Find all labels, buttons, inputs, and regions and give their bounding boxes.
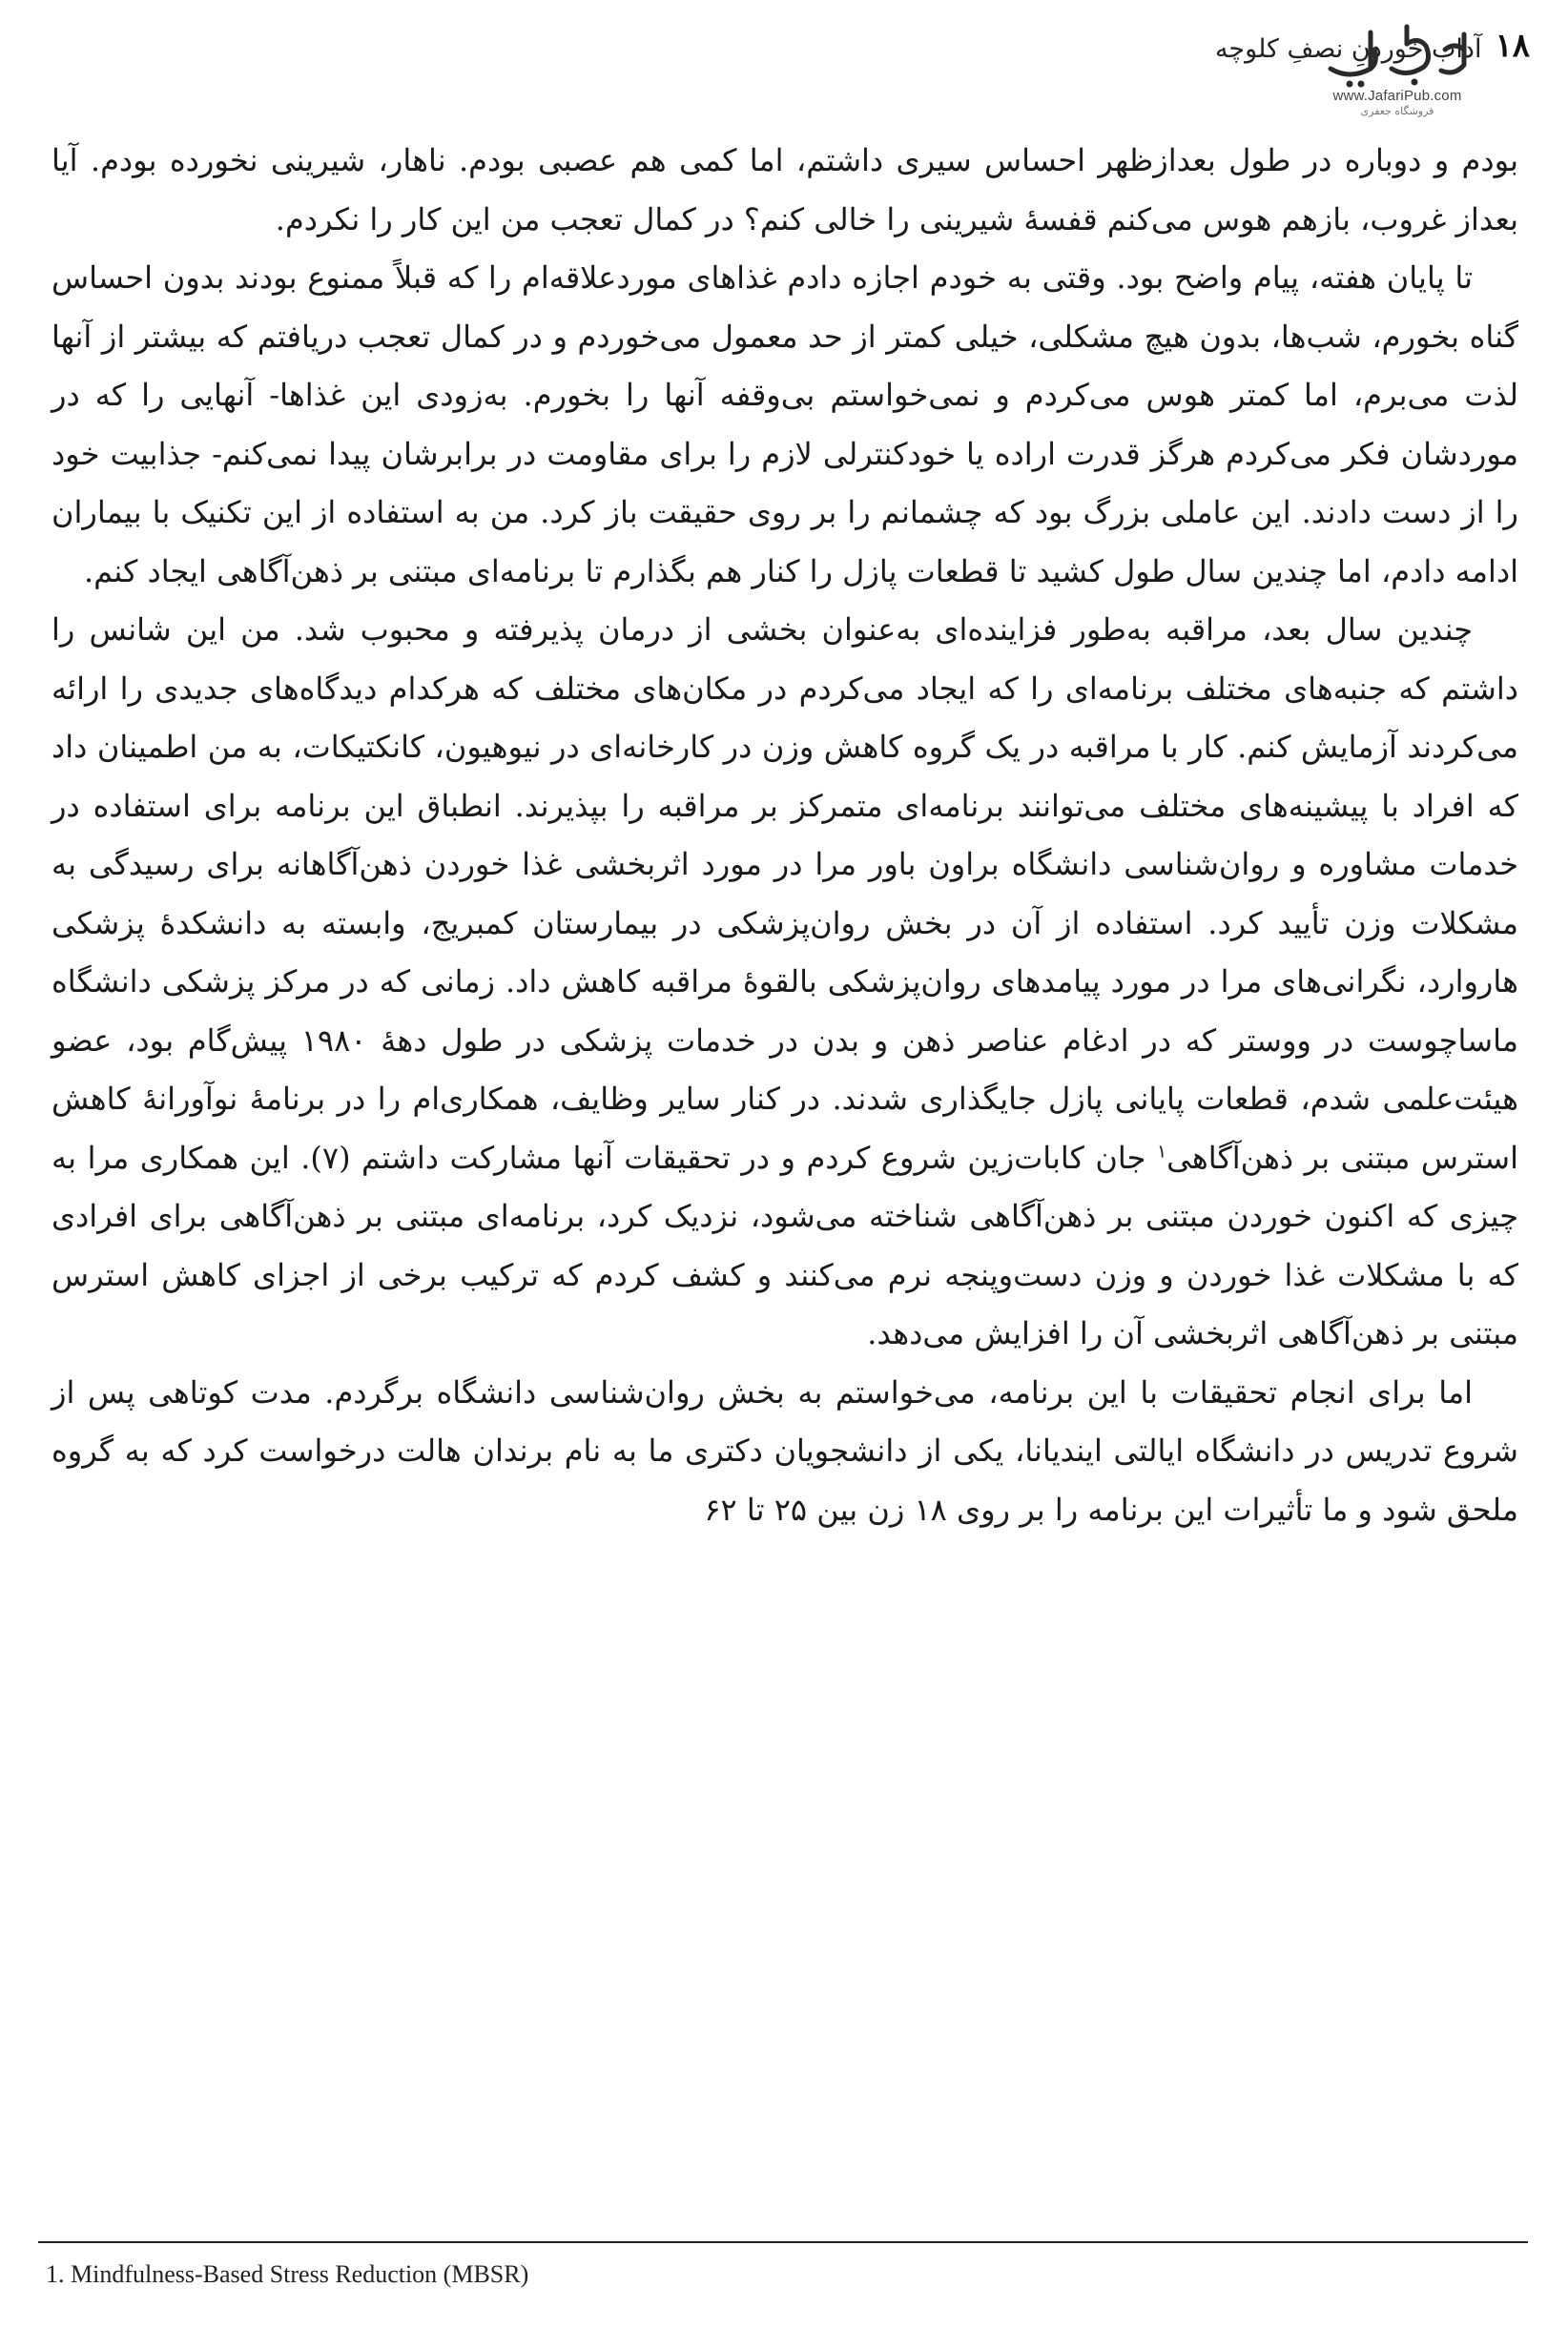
footnote: 1. Mindfulness-Based Stress Reduction (MBSR) [46, 2260, 529, 2288]
paragraph-3-part-1: چندین سال بعد، مراقبه به‌طور فزاینده‌ای به‌عنوان بخشی از درمان پذیرفته و محبوب شد. من این شانس را داشتم که جنبه‌های مختلف برنامه‌ای را که ایجاد می‌کردم در مکان‌های مختلف که هرکدام دیدگاه‌های جدیدی را ارائه می‌کردند آزمایش کنم. کار با مراقبه در یک گروه کاهش وزن در کارخانه‌ای در نیوهیون، کانکتیکات، به من اطمینان داد که افراد با پیشینه‌های مختلف می‌توانند برنامه‌ای متمرکز بر مراقبه را بپذیرند. انطباق این برنامه برای استفاده در خدمات مشاوره و روان‌شناسی دانشگاه براون باور مرا در مورد اثربخشی غذا خوردن ذهن‌آگاهانه برای رسیدگی به مشکلات وزن تأیید کرد. استفاده از آن در بخش روان‌پزشکی در بیمارستان کمبریج، وابسته به دانشکدهٔ پزشکی هاروارد، نگرانی‌های مرا در مورد پیامدهای روان‌پزشکی بالقوهٔ مراقبه کاهش داد. زمانی که در مرکز پزشکی دانشگاه ماساچوست در ووستر که در ادغام عناصر ذهن و بدن در خدمات پزشکی در طول دههٔ ۱۹۸۰ پیش‌گام بود، عضو هیئت‌علمی شدم، قطعات پایانی پازل جایگذاری شدند. در کنار سایر وظایف، همکاری‌ام را در برنامهٔ نوآورانهٔ کاهش استرس مبتنی بر ذهن‌آگاهی [52, 611, 1519, 1176]
paragraph-4: اما برای انجام تحقیقات با این برنامه، می‌خواستم به بخش روان‌شناسی دانشگاه برگردم. مدت کوتاهی پس از شروع تدریس در دانشگاه ایالتی ایندیانا، یکی از دانشجویان دکتری ما به نام برندان هالت درخواست کرد که به گروه ملحق شود و ما تأثیرات این برنامه را بر روی ۱۸ زن بین ۲۵ تا ۶۲ [52, 1373, 1518, 1528]
publisher-logo [1297, 21, 1497, 145]
publisher-logo-icon [1311, 21, 1483, 90]
page-number: ۱۸ [1495, 27, 1530, 65]
body-text [52, 132, 1518, 1539]
paragraph-3 [52, 601, 1518, 1364]
paragraph-3-part-2: جان کابات‌زین شروع کردم و در تحقیقات آنها مشارکت داشتم (۷). این همکاری مرا به چیزی که اکنون خوردن مبتنی بر ذهن‌آگاهی شناخته می‌شود، نزدیک کرد، برنامه‌ای مبتنی بر ذهن‌آگاهی برای افرادی که با مشکلات غذا خوردن و وزن دست‌وپنجه نرم می‌کنند و کشف کردم که ترکیب برخی از اجزای کاهش استرس مبتنی بر ذهن‌آگاهی اثربخشی آن را افزایش می‌دهد. [52, 1139, 1519, 1351]
publisher-tagline: فروشگاه جعفری [1360, 105, 1434, 117]
footnote-reference: ۱ [1156, 1140, 1167, 1162]
footnote-divider [38, 2241, 1528, 2243]
running-title: آداب خوردنِ نصفِ کلوچه [1214, 34, 1482, 64]
publisher-url: www.JafariPub.com [1332, 88, 1462, 104]
paragraph-1: بودم و دوباره در طول بعدازظهر احساس سیری داشتم، اما کمی هم عصبی بودم. ناهار، شیرینی نخورده بودم. آیا بعداز غروب، بازهم هوس می‌کنم قفسهٔ شیرینی را خالی کنم؟ در کمال تعجب من این کار را نکردم. [52, 142, 1519, 237]
paragraph-2: تا پایان هفته، پیام واضح بود. وقتی به خودم اجازه دادم غذاهای موردعلاقه‌ام را که قبلاً ممنوع بودند بدون احساس گناه بخورم، شب‌ها، بدون هیچ مشکلی، خیلی کمتر از حد معمول می‌خوردم و در کمال تعجب دریافتم که بیشتر از آنها لذت می‌برم، اما کمتر هوس می‌کردم و نمی‌خواستم بی‌وقفه آنها را بخورم. به‌زودی این غذاها- آنهایی را که در موردشان فکر می‌کردم هرگز قدرت اراده یا خودکنترلی لازم را برای مقاومت در برابرشان پیدا نمی‌کنم- جذابیت خود را از دست دادند. این عاملی بزرگ بود که چشمانم را بر روی حقیقت باز کرد. من به استفاده از این تکنیک با بیماران ادامه دادم، اما چندین سال طول کشید تا قطعات پازل را کنار هم بگذارم تا برنامه‌ای مبتنی بر ذهن‌آگاهی ایجاد کنم. [52, 259, 1519, 589]
